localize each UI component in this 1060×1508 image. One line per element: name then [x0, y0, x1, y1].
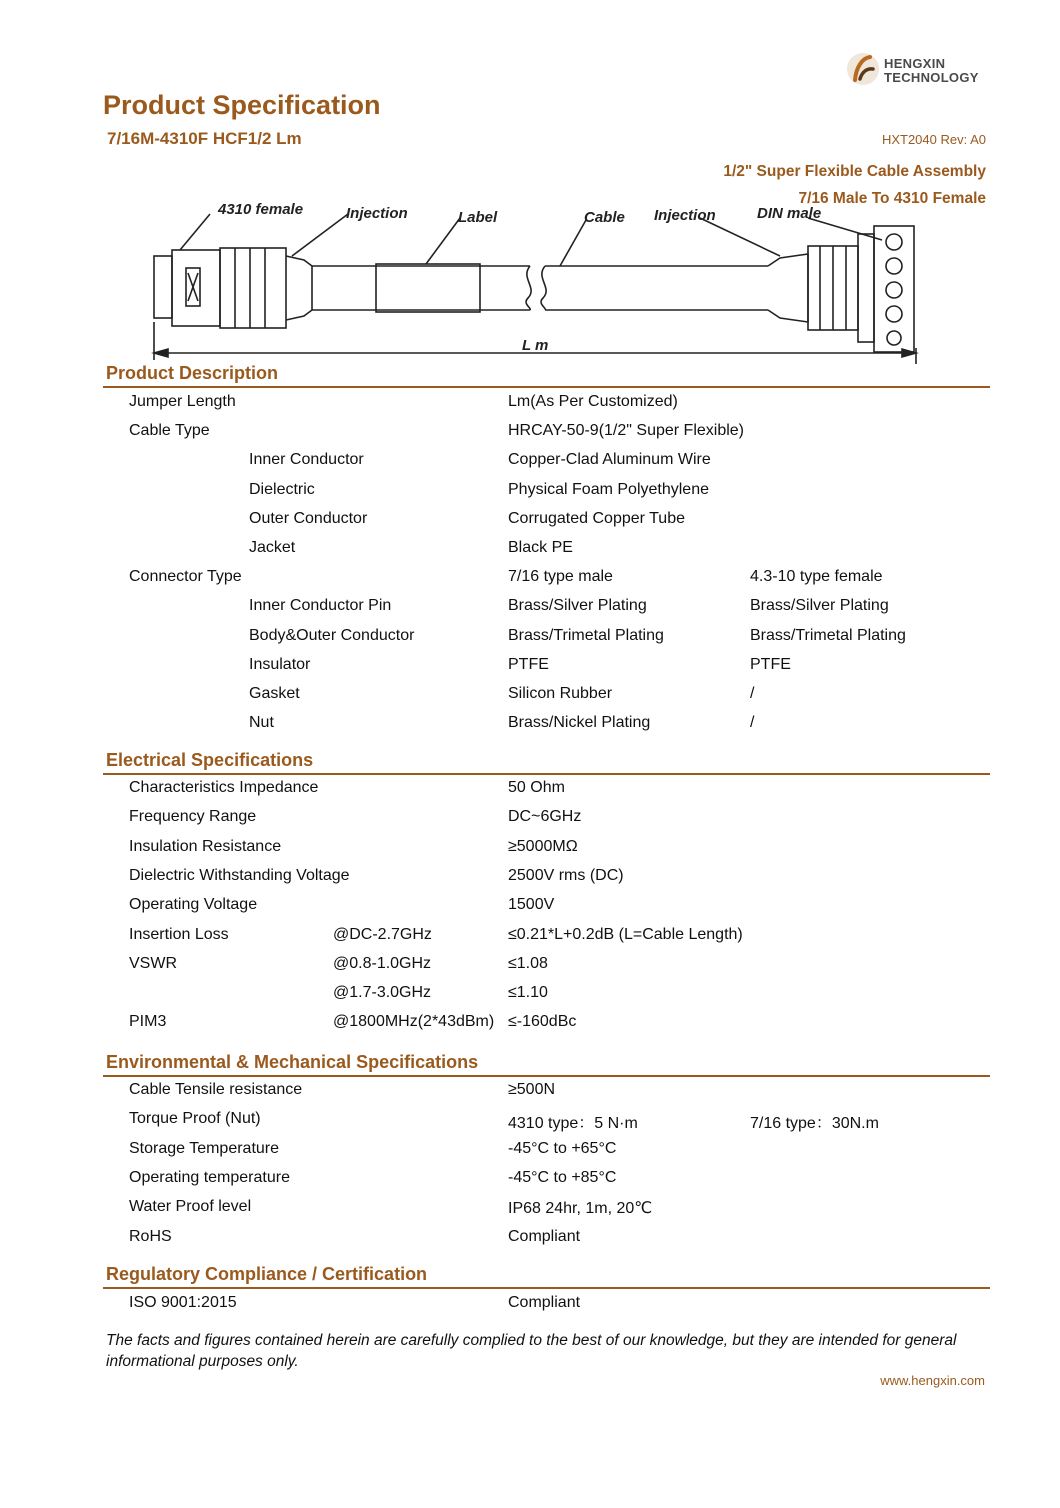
spec-sublabel: Gasket: [249, 685, 300, 702]
label-injection-right: Injection: [654, 207, 716, 224]
spec-value-alt: PTFE: [750, 655, 791, 673]
label-4310-female: 4310 female: [218, 201, 304, 218]
label-din-male: DIN male: [757, 205, 822, 222]
spec-value: IP68 24hr, 1m, 20℃: [508, 1200, 653, 1218]
spec-value: -45°C to +65°C: [508, 1139, 617, 1157]
spec-label: Characteristics Impedance: [129, 779, 319, 796]
spec-value-alt: /: [750, 685, 755, 702]
spec-value: Brass/Silver Plating: [508, 597, 647, 615]
spec-value: 1500V: [508, 896, 555, 914]
spec-value: -45°C to +85°C: [508, 1168, 617, 1186]
spec-condition: @1800MHz(2*43dBm): [333, 1013, 495, 1031]
hengxin-logo-icon: [846, 52, 880, 86]
label-injection-left: Injection: [346, 205, 408, 222]
spec-label: Operating temperature: [129, 1168, 290, 1186]
spec-condition: @DC-2.7GHz: [333, 925, 432, 943]
spec-value: ≤1.10: [508, 984, 548, 1002]
disclaimer-note: The facts and figures contained herein are carefully complied to the best of our knowledge, but they are intended for general informational purposes only.: [106, 1332, 957, 1370]
product-description-heading: Product Description: [106, 363, 279, 383]
spec-label: Insertion Loss: [129, 925, 229, 943]
regulatory-heading: Regulatory Compliance / Certification: [106, 1264, 428, 1284]
spec-sublabel: Nut: [249, 714, 274, 732]
document-number: HXT2040 Rev: A0: [881, 132, 986, 147]
section-divider: [103, 1287, 990, 1289]
spec-value: DC~6GHz: [508, 808, 582, 826]
section-divider: [103, 773, 990, 775]
spec-value: ≥500N: [508, 1081, 556, 1098]
spec-value: PTFE: [508, 655, 549, 673]
spec-value: ≥5000MΩ: [508, 837, 578, 855]
spec-condition: @0.8-1.0GHz: [333, 954, 432, 972]
spec-value: Compliant: [508, 1227, 581, 1245]
spec-sublabel: Insulator: [249, 655, 311, 673]
spec-value: Compliant: [508, 1294, 581, 1311]
spec-label: Frequency Range: [129, 808, 257, 826]
spec-value-alt: /: [750, 714, 755, 732]
spec-value-alt: Brass/Trimetal Plating: [750, 626, 906, 644]
subtitle-connectors: 7/16 Male To 4310 Female: [798, 190, 986, 207]
spec-value: 7/16 type male: [508, 568, 613, 586]
spec-value: ≤1.08: [508, 954, 548, 972]
cable-assembly-drawing: [140, 198, 930, 368]
spec-sublabel: Inner Conductor Pin: [249, 597, 392, 615]
spec-value: Brass/Nickel Plating: [508, 714, 651, 732]
label-label: Label: [458, 209, 498, 226]
brand-name-line1: HENGXIN: [884, 56, 946, 71]
spec-value-alt: Brass/Silver Plating: [750, 597, 889, 615]
spec-label: PIM3: [129, 1013, 167, 1031]
spec-value: 4310 type：5 N·m: [508, 1115, 638, 1133]
spec-label: Torque Proof (Nut): [129, 1110, 261, 1128]
spec-label: Jumper Length: [129, 393, 236, 410]
spec-value: HRCAY-50-9(1/2" Super Flexible): [508, 422, 744, 440]
spec-sublabel: Body&Outer Conductor: [249, 626, 415, 644]
subtitle-cable: 1/2" Super Flexible Cable Assembly: [723, 163, 986, 180]
spec-value: Lm(As Per Customized): [508, 393, 678, 410]
spec-label: RoHS: [129, 1227, 172, 1245]
website-url[interactable]: www.hengxin.com: [880, 1373, 985, 1388]
spec-label: Cable Type: [129, 422, 210, 440]
spec-value: 50 Ohm: [508, 779, 565, 796]
brand-name-line2: TECHNOLOGY: [884, 70, 979, 85]
spec-value: Silicon Rubber: [508, 685, 613, 702]
section-divider: [103, 386, 990, 388]
spec-condition: @1.7-3.0GHz: [333, 984, 432, 1002]
spec-label: Dielectric Withstanding Voltage: [129, 866, 350, 884]
spec-label: Connector Type: [129, 568, 242, 586]
spec-label: Water Proof level: [129, 1198, 252, 1216]
spec-value: Copper-Clad Aluminum Wire: [508, 451, 711, 469]
spec-value-alt: 7/16 type：30N.m: [750, 1115, 879, 1133]
spec-label: Storage Temperature: [129, 1139, 280, 1157]
spec-value: 2500V rms (DC): [508, 866, 624, 884]
spec-sublabel: Inner Conductor: [249, 451, 364, 469]
electrical-heading: Electrical Specifications: [106, 750, 314, 770]
spec-value: Corrugated Copper Tube: [508, 509, 685, 527]
section-divider: [103, 1075, 990, 1077]
spec-label: Cable Tensile resistance: [129, 1081, 303, 1098]
spec-label: Insulation Resistance: [129, 837, 282, 855]
environmental-heading: Environmental & Mechanical Specifications: [106, 1052, 479, 1072]
spec-label: VSWR: [129, 954, 177, 972]
spec-value: Brass/Trimetal Plating: [508, 626, 664, 644]
part-number: 7/16M-4310F HCF1/2 Lm: [107, 129, 302, 148]
label-cable: Cable: [584, 209, 625, 226]
spec-sublabel: Outer Conductor: [249, 509, 368, 527]
spec-label: Operating Voltage: [129, 896, 258, 914]
spec-label: ISO 9001:2015: [129, 1294, 237, 1311]
spec-value: Black PE: [508, 539, 573, 556]
spec-value-alt: 4.3-10 type female: [750, 568, 883, 586]
spec-value: ≤-160dBc: [508, 1013, 577, 1031]
spec-sublabel: Dielectric: [249, 480, 315, 498]
spec-value: ≤0.21*L+0.2dB (L=Cable Length): [508, 925, 743, 943]
page-title: Product Specification: [103, 90, 381, 120]
spec-sublabel: Jacket: [249, 539, 296, 556]
spec-value: Physical Foam Polyethylene: [508, 480, 709, 498]
label-length: L m: [522, 337, 549, 354]
